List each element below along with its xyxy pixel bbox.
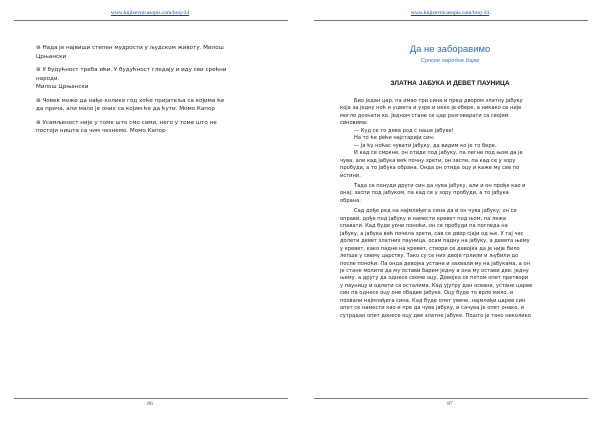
story-line: јабуку, а јабука већ почела зрети, сав се двор сјаји од ње. У тај час [340,230,524,237]
quote-line: ⊛ У будућност треба ићи. У будућност гледају и иду сви срећни [36,67,227,73]
right-header-link[interactable]: www.knjizevnicasopis.com/broj-34 [410,10,490,16]
story-line: могло дознати ко. Једном стане се цар разговарати са својим [340,112,509,119]
story-line: долети девет златних пауница, осам падну на јабуку, а девета њему [340,238,530,245]
story-line: обрана. [340,197,361,204]
left-page-number: 86 [147,401,153,407]
story-body [340,98,576,320]
story-line: синовима: [340,120,368,127]
quote-item [36,66,282,92]
quote-line: постоји ништа са чим чезнемо. Момо Капор [36,128,166,134]
story-line: похвали најмлађега сина. Кад буде опет увече, најмлађи царев син [340,297,526,304]
story-line: сутрадан опет донесе оцу две златне јабуке. Пошто је тако неколико [340,312,531,319]
quotes-list [36,44,282,141]
right-page-number: 87 [447,401,453,407]
quote-line: да прича, али мало је оних са којим ће да ћути. Момо Капор [36,106,215,112]
story-line: Тада се понуди други син да чува јабуку, али и он прође као и [354,182,526,189]
section-subtitle: Српске народне бајке [420,58,480,64]
story-line: истини. [340,172,361,179]
story-line: На то ће рећи најстарији син: [354,135,435,142]
quote-line: Црњански [36,53,67,60]
story-line: лепше у свему царству. Тако су се них двоје грлили и љубили до [340,253,519,260]
story-line: чува, али кад јабука већ почну зрети, он заспи, па кад се у зору [340,157,516,164]
story-line: оправи, дође под јабуку и намести кревет под њом, па леже [340,215,507,222]
story-line: у пауницу и одлети са осталима. Кад ујутру дан осване, устане царев [340,282,533,289]
story-line: онај: заспи под јабуком, па кад се у зору пробуди, а то јабука [340,190,509,197]
section-title: Да не заборавимо [409,44,491,55]
quote-item [36,119,282,136]
right-header-rule [314,20,588,21]
left-header-link[interactable]: www.knjizevnicasopis.com/broj-34 [110,10,190,16]
story-line: после поноћи. Па онда девојка устане и захвали му на јабукама, а он [340,260,530,267]
quote-item [36,44,282,61]
quote-line: ⊛ Усамљеност није у томе што смо сами, него у томе што не [36,119,217,126]
story-line: пробуди, а то јабука обрана. Онда он отиде оцу и каже му све по [340,165,520,172]
story-line: — Ја ћу ноћас чувати јабуку, да видим ко је то бере. [354,142,497,149]
quote-line: Милош Црњански [36,84,89,90]
story-line: је стане молити да му остави барем једну а она му остави две: једну [340,267,529,274]
story-line: — Куд се то дева род с наше јабуке! [354,127,454,134]
story-line: опет се намести као и пре да чува јабуку, и сачува је опет онако, и [340,305,525,312]
story-line: у кревет, како падне на кревет, створи се девојка да је није било [340,245,520,252]
story-line: И кад се смркне, он отиде под јабуку, па легне под њом да је [354,150,523,157]
story-line: Сад дође ред на најмлађега сина да и он чува јабуку; он се [354,208,517,215]
story-line: спавати. Кад буде уочи поноћи, он се пробуди па погледа на [340,223,508,230]
quote-item [36,97,282,114]
story-heading: ЗЛАТНА ЈАБУКА И ДЕВЕТ ПАУНИЦА [390,80,510,87]
story-line: њему, а другу да однесе своме оцу. Девојка се потом опет претвори [340,275,529,282]
right-page [300,0,600,426]
story-line: син па однесе оцу оне обадве јабуке. Оцу буде то врло мило, и [340,290,514,297]
story-line: која за једну ноћ и уцвета и узре и неко је обере, а никако се није [340,105,522,112]
right-footer-rule [314,398,588,399]
left-footer-rule [14,398,288,399]
story-line: Био један цар, па имао три сина и пред двором златну јабуку [354,98,523,104]
quote-line: народи. [36,75,60,82]
quote-line: ⊛ Нада је највиши степен мудрости у људском животу. Милош [36,45,224,51]
left-header-rule [14,20,288,21]
quote-line: ⊛ Човек може да нађе колико год хоће пријатеља са којима ће [36,97,225,104]
